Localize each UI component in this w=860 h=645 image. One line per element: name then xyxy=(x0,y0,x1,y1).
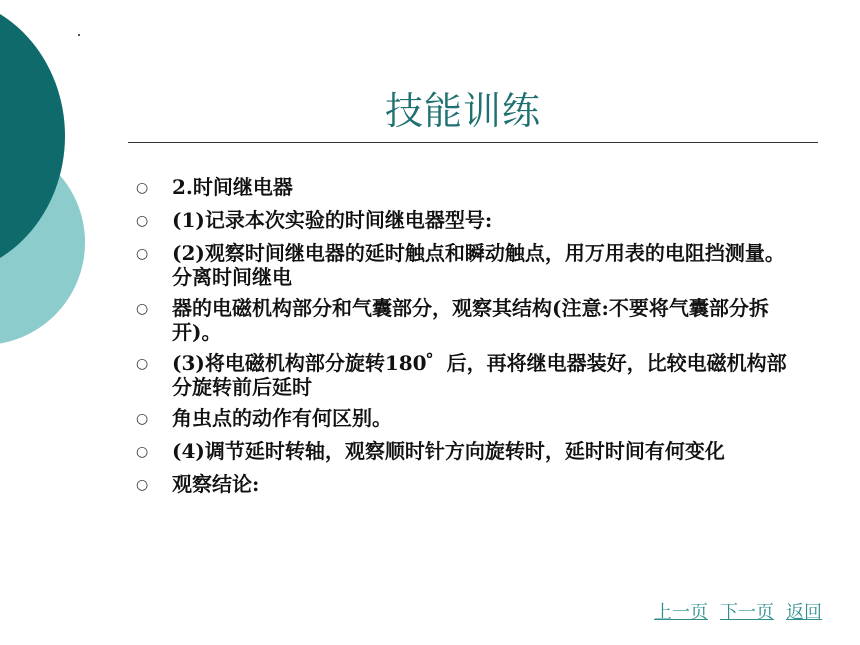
bullet-icon: ○ xyxy=(136,444,149,460)
list-item-text: (1)记录本次实验的时间继电器型号: xyxy=(172,208,493,232)
list-item-text: 观察结论: xyxy=(172,472,260,496)
bullet-icon: ○ xyxy=(136,411,149,427)
bullet-icon: ○ xyxy=(136,301,149,317)
list-item xyxy=(136,351,796,399)
list-item-text: 器的电磁机构部分和气囊部分，观察其结构(注意:不要将气囊部分拆开)。 xyxy=(172,296,769,344)
bullet-icon: ○ xyxy=(136,180,149,196)
prev-page-link[interactable]: 上一页 xyxy=(654,602,708,623)
list-item xyxy=(136,208,796,234)
bullet-list xyxy=(136,175,796,505)
bullet-icon: ○ xyxy=(136,356,149,372)
list-item xyxy=(136,296,796,344)
bullet-icon: ○ xyxy=(136,477,149,493)
list-item-text: (2)观察时间继电器的延时触点和瞬动触点，用万用表的电阻挡测量。分离时间继电 xyxy=(172,241,785,289)
list-item xyxy=(136,439,796,465)
decorative-dot xyxy=(78,34,80,36)
list-item xyxy=(136,472,796,498)
back-link[interactable]: 返回 xyxy=(786,602,822,623)
bullet-icon: ○ xyxy=(136,246,149,262)
slide-navigation xyxy=(654,598,822,624)
list-item xyxy=(136,406,796,432)
list-item-text: (3)将电磁机构部分旋转180゜后，再将继电器装好，比较电磁机构部分旋转前后延时 xyxy=(172,351,787,399)
next-page-link[interactable]: 下一页 xyxy=(720,602,774,623)
list-item-text: (4)调节延时转轴，观察顺时针方向旋转时，延时时间有何变化 xyxy=(172,439,725,463)
title-divider xyxy=(128,142,818,143)
list-item xyxy=(136,175,796,201)
list-item xyxy=(136,241,796,289)
bullet-icon: ○ xyxy=(136,213,149,229)
list-item-text: 2.时间继电器 xyxy=(172,175,293,199)
list-item-text: 角虫点的动作有何区别。 xyxy=(172,406,392,430)
slide-title: 技能训练 xyxy=(385,89,542,133)
